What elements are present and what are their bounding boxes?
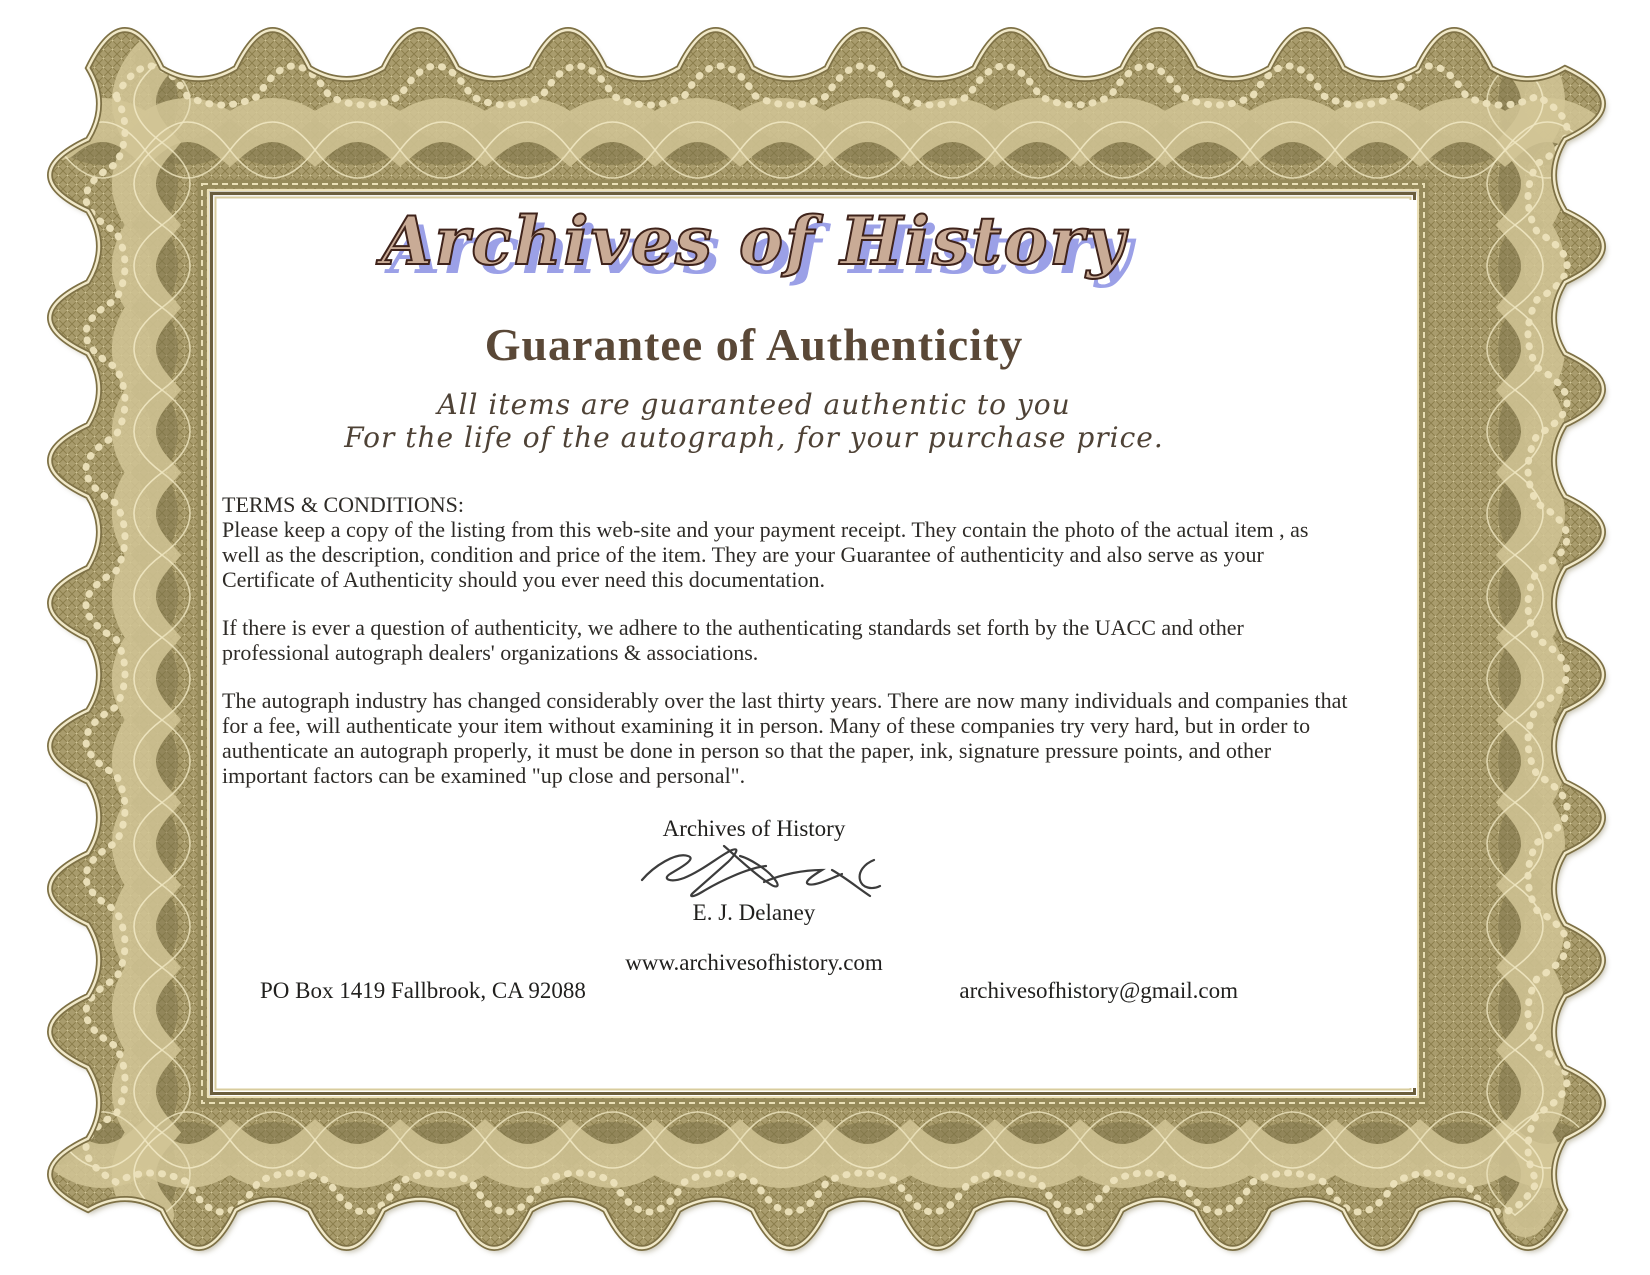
page-title: Guarantee of Authenticity bbox=[484, 319, 1024, 370]
po-box-address: PO Box 1419 Fallbrook, CA 92088 bbox=[260, 978, 586, 1003]
subtitle-line-1: All items are guaranteed authentic to you bbox=[437, 388, 1071, 421]
signer-organization: Archives of History bbox=[662, 816, 846, 841]
guarantee-subtitle bbox=[222, 388, 1350, 454]
signature-image bbox=[636, 840, 886, 902]
contact-row bbox=[222, 978, 1350, 1004]
brand-title: Archives of History bbox=[381, 202, 1127, 280]
subtitle-line-2: For the life of the autograph, for your purchase price. bbox=[344, 421, 1164, 454]
terms-paragraph-1: Please keep a copy of the listing from this web-site and your payment receipt. They contain the photo of the actual item , as well as the description, condition and price of the item. They are your Guarantee of authenticity and also serve as your Certificate of Authenticity should you ever need this documentation. bbox=[222, 517, 1309, 592]
terms-heading: TERMS & CONDITIONS: bbox=[222, 492, 465, 517]
terms-paragraph-3: The autograph industry has changed considerably over the last thirty years. There are now many individuals and companies that for a fee, will authenticate your item without examining it in person. Many of these companies try very hard, but in order to authenticate an autograph properly, it must be done in person so that the paper, ink, signature pressure points, and other important factors can be examined "up close and personal". bbox=[222, 688, 1348, 788]
certificate-content-area bbox=[218, 200, 1416, 1088]
terms-and-conditions bbox=[222, 492, 1350, 811]
signature-wrap bbox=[222, 840, 1350, 907]
signer-name: E. J. Delaney bbox=[692, 900, 816, 925]
terms-paragraph-2: If there is ever a question of authenticity, we adhere to the authenticating standards set forth by the UACC and other professional autograph dealers' organizations & associations. bbox=[222, 615, 1244, 665]
email-address: archivesofhistory@gmail.com bbox=[959, 978, 1238, 1003]
website-url: www.archivesofhistory.com bbox=[625, 950, 883, 975]
